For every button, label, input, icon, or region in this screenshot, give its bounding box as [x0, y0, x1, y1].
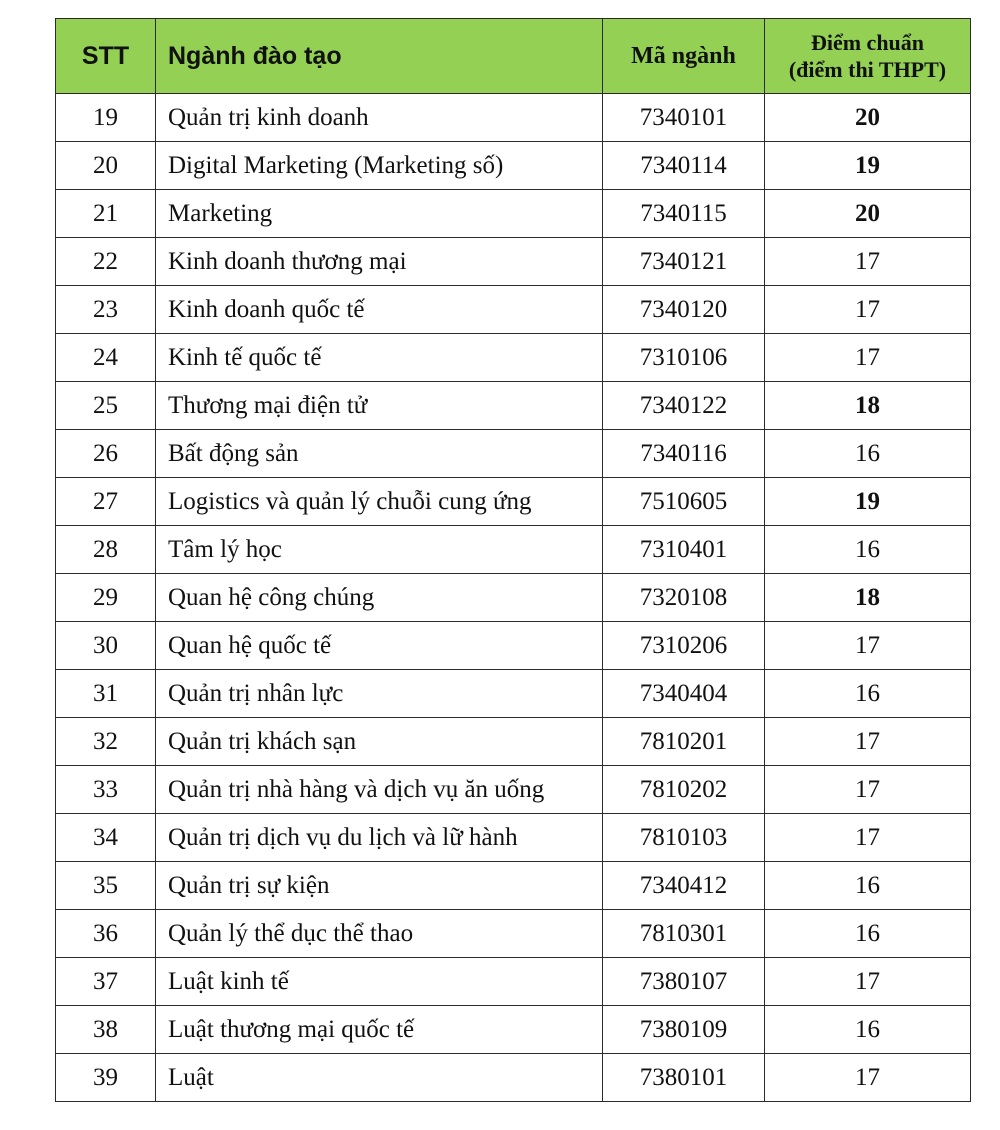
table-row	[56, 382, 971, 430]
row-major-code: 7810201	[603, 718, 765, 766]
row-major-name: Quản lý thể dục thể thao	[156, 910, 603, 958]
table-row	[56, 1006, 971, 1054]
row-major-code: 7340121	[603, 238, 765, 286]
row-major-name: Kinh doanh quốc tế	[156, 286, 603, 334]
row-major-code: 7340116	[603, 430, 765, 478]
row-stt: 26	[56, 430, 156, 478]
row-major-code: 7310106	[603, 334, 765, 382]
row-major-code: 7310206	[603, 622, 765, 670]
table-row	[56, 478, 971, 526]
table-row	[56, 670, 971, 718]
row-cutoff-score: 16	[765, 862, 971, 910]
row-major-code: 7810301	[603, 910, 765, 958]
row-cutoff-score: 16	[765, 670, 971, 718]
row-cutoff-score: 17	[765, 958, 971, 1006]
row-major-code: 7380101	[603, 1054, 765, 1102]
row-major-code: 7380107	[603, 958, 765, 1006]
header-major-code: Mã ngành	[603, 19, 765, 94]
table-row	[56, 814, 971, 862]
row-stt: 19	[56, 94, 156, 142]
header-major-name: Ngành đào tạo	[156, 19, 603, 94]
row-major-code: 7340120	[603, 286, 765, 334]
row-major-name: Quản trị dịch vụ du lịch và lữ hành	[156, 814, 603, 862]
row-stt: 33	[56, 766, 156, 814]
header-row	[56, 19, 971, 94]
table-row	[56, 142, 971, 190]
row-major-name: Quản trị kinh doanh	[156, 94, 603, 142]
row-major-code: 7310401	[603, 526, 765, 574]
admission-score-table	[55, 18, 971, 1102]
table-row	[56, 910, 971, 958]
row-major-name: Kinh doanh thương mại	[156, 238, 603, 286]
row-cutoff-score: 17	[765, 334, 971, 382]
row-stt: 35	[56, 862, 156, 910]
row-stt: 27	[56, 478, 156, 526]
row-cutoff-score: 17	[765, 814, 971, 862]
row-stt: 34	[56, 814, 156, 862]
row-stt: 32	[56, 718, 156, 766]
table-body	[56, 94, 971, 1102]
row-stt: 31	[56, 670, 156, 718]
row-major-code: 7340122	[603, 382, 765, 430]
row-major-name: Luật kinh tế	[156, 958, 603, 1006]
row-major-code: 7320108	[603, 574, 765, 622]
row-major-name: Tâm lý học	[156, 526, 603, 574]
row-cutoff-score: 17	[765, 622, 971, 670]
row-major-code: 7340404	[603, 670, 765, 718]
header-cutoff-score-line2: (điểm thi THPT)	[788, 57, 947, 82]
row-major-name: Quản trị nhà hàng và dịch vụ ăn uống	[156, 766, 603, 814]
row-stt: 25	[56, 382, 156, 430]
row-stt: 36	[56, 910, 156, 958]
row-major-name: Kinh tế quốc tế	[156, 334, 603, 382]
row-major-code: 7810202	[603, 766, 765, 814]
row-major-code: 7340412	[603, 862, 765, 910]
row-stt: 28	[56, 526, 156, 574]
row-major-name: Marketing	[156, 190, 603, 238]
row-cutoff-score: 17	[765, 238, 971, 286]
row-cutoff-score: 20	[765, 94, 971, 142]
row-cutoff-score: 16	[765, 1006, 971, 1054]
row-major-name: Logistics và quản lý chuỗi cung ứng	[156, 478, 603, 526]
row-cutoff-score: 18	[765, 574, 971, 622]
row-stt: 23	[56, 286, 156, 334]
table-row	[56, 862, 971, 910]
row-cutoff-score: 16	[765, 910, 971, 958]
row-major-code: 7510605	[603, 478, 765, 526]
row-major-code: 7340114	[603, 142, 765, 190]
row-stt: 39	[56, 1054, 156, 1102]
row-major-code: 7810103	[603, 814, 765, 862]
row-cutoff-score: 19	[765, 478, 971, 526]
table-row	[56, 430, 971, 478]
header-stt: STT	[56, 19, 156, 94]
table-row	[56, 574, 971, 622]
row-cutoff-score: 20	[765, 190, 971, 238]
row-stt: 22	[56, 238, 156, 286]
row-major-code: 7340115	[603, 190, 765, 238]
table-row	[56, 238, 971, 286]
header-cutoff-score-line1: Điểm chuẩn	[810, 30, 925, 55]
row-major-name: Quản trị nhân lực	[156, 670, 603, 718]
row-stt: 37	[56, 958, 156, 1006]
row-major-name: Quan hệ quốc tế	[156, 622, 603, 670]
row-stt: 20	[56, 142, 156, 190]
row-stt: 21	[56, 190, 156, 238]
row-major-name: Luật	[156, 1054, 603, 1102]
table-row	[56, 94, 971, 142]
table-row	[56, 958, 971, 1006]
row-major-name: Bất động sản	[156, 430, 603, 478]
row-cutoff-score: 18	[765, 382, 971, 430]
table-row	[56, 766, 971, 814]
row-major-name: Quản trị sự kiện	[156, 862, 603, 910]
table-row	[56, 286, 971, 334]
row-major-code: 7380109	[603, 1006, 765, 1054]
row-cutoff-score: 16	[765, 526, 971, 574]
row-stt: 38	[56, 1006, 156, 1054]
row-cutoff-score: 17	[765, 766, 971, 814]
row-cutoff-score: 16	[765, 430, 971, 478]
row-major-code: 7340101	[603, 94, 765, 142]
table-row	[56, 1054, 971, 1102]
row-major-name: Quản trị khách sạn	[156, 718, 603, 766]
row-stt: 24	[56, 334, 156, 382]
row-major-name: Digital Marketing (Marketing số)	[156, 142, 603, 190]
table-row	[56, 718, 971, 766]
row-cutoff-score: 17	[765, 286, 971, 334]
row-stt: 30	[56, 622, 156, 670]
table-row	[56, 622, 971, 670]
row-major-name: Quan hệ công chúng	[156, 574, 603, 622]
row-cutoff-score: 19	[765, 142, 971, 190]
table-row	[56, 190, 971, 238]
row-major-name: Luật thương mại quốc tế	[156, 1006, 603, 1054]
table-row	[56, 526, 971, 574]
header-cutoff-score	[765, 19, 971, 94]
row-major-name: Thương mại điện tử	[156, 382, 603, 430]
row-stt: 29	[56, 574, 156, 622]
row-cutoff-score: 17	[765, 718, 971, 766]
table-row	[56, 334, 971, 382]
row-cutoff-score: 17	[765, 1054, 971, 1102]
table-header	[56, 19, 971, 94]
